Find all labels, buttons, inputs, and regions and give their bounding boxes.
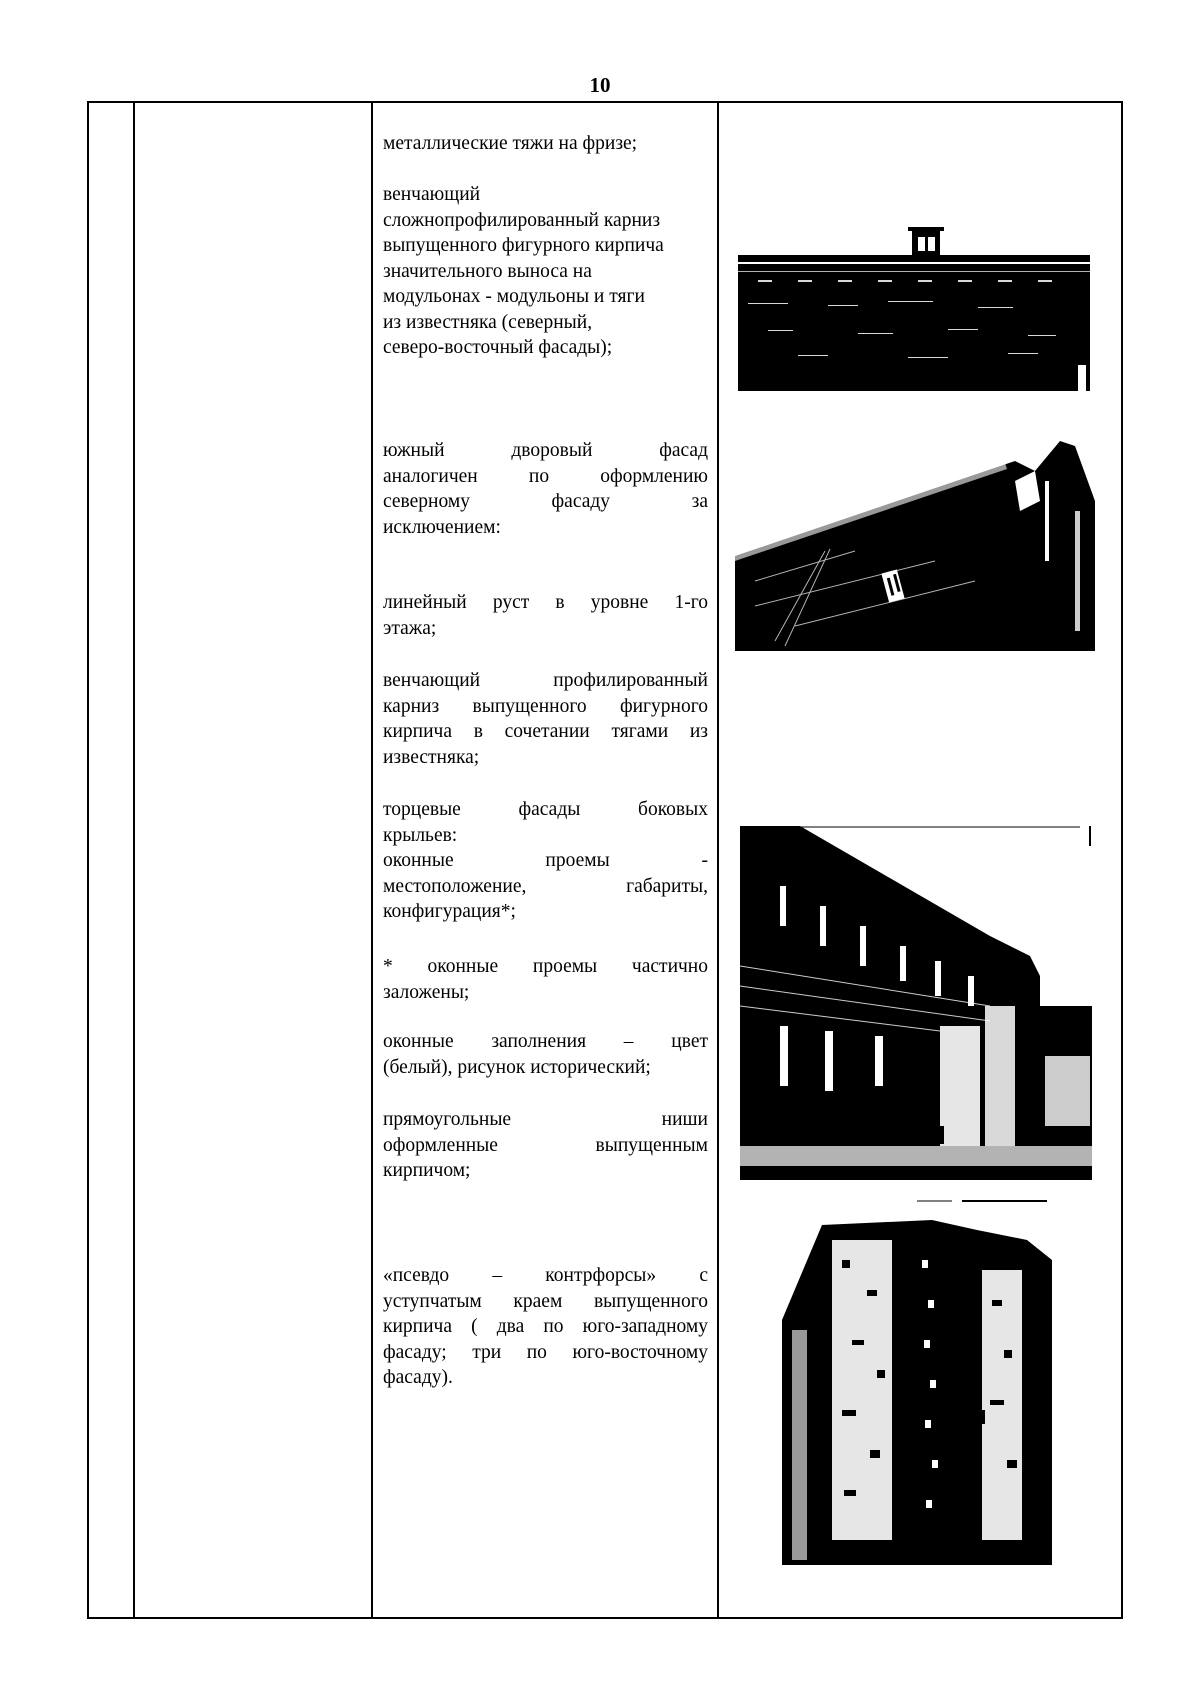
text-end-facades: торцевые фасады боковых крыльев: оконные проемы - местоположение, габариты, конфигурация*; bbox=[383, 799, 708, 922]
text-rectangular-niches: прямоугольные ниши оформленные выпущенным кирпичом; bbox=[383, 1109, 708, 1181]
photo-end-facades-side-wings bbox=[740, 826, 1092, 1180]
photo-cornice-north-facade bbox=[738, 225, 1090, 391]
photo-pseudo-buttresses bbox=[782, 1200, 1052, 1565]
text-profiled-cornice: венчающий профилированный карниз выпущенного фигурного кирпича в сочетании тягами из известняка; bbox=[383, 670, 708, 768]
text-linear-rustication: линейный руст в уровне 1-го этажа; bbox=[383, 592, 708, 639]
page-number: 10 bbox=[589, 73, 611, 97]
text-pseudo-buttresses: «псевдо – контрфорсы» с уступчатым краем выпущенного кирпича ( два по юго-западному фасаду; три по юго-восточному фасаду). bbox=[383, 1265, 708, 1388]
text-windows-blocked: * оконные проемы частично заложены; bbox=[383, 956, 708, 1003]
text-window-fillings: оконные заполнения – цвет (белый), рисунок исторический; bbox=[383, 1031, 708, 1078]
text-south-courtyard-facade: южный дворовый фасад аналогичен по оформлению северному фасаду за исключением: bbox=[383, 440, 708, 538]
text-crowning-cornice-north: венчающий сложнопрофилированный карниз выпущенного фигурного кирпича значительного выноса на модульонах - модульоны и тяги из известняка (северный, северо-восточный фасады); bbox=[383, 184, 664, 358]
photo-south-courtyard-facade bbox=[735, 441, 1095, 651]
text-metal-ties: металлические тяжи на фризе; bbox=[383, 133, 638, 154]
